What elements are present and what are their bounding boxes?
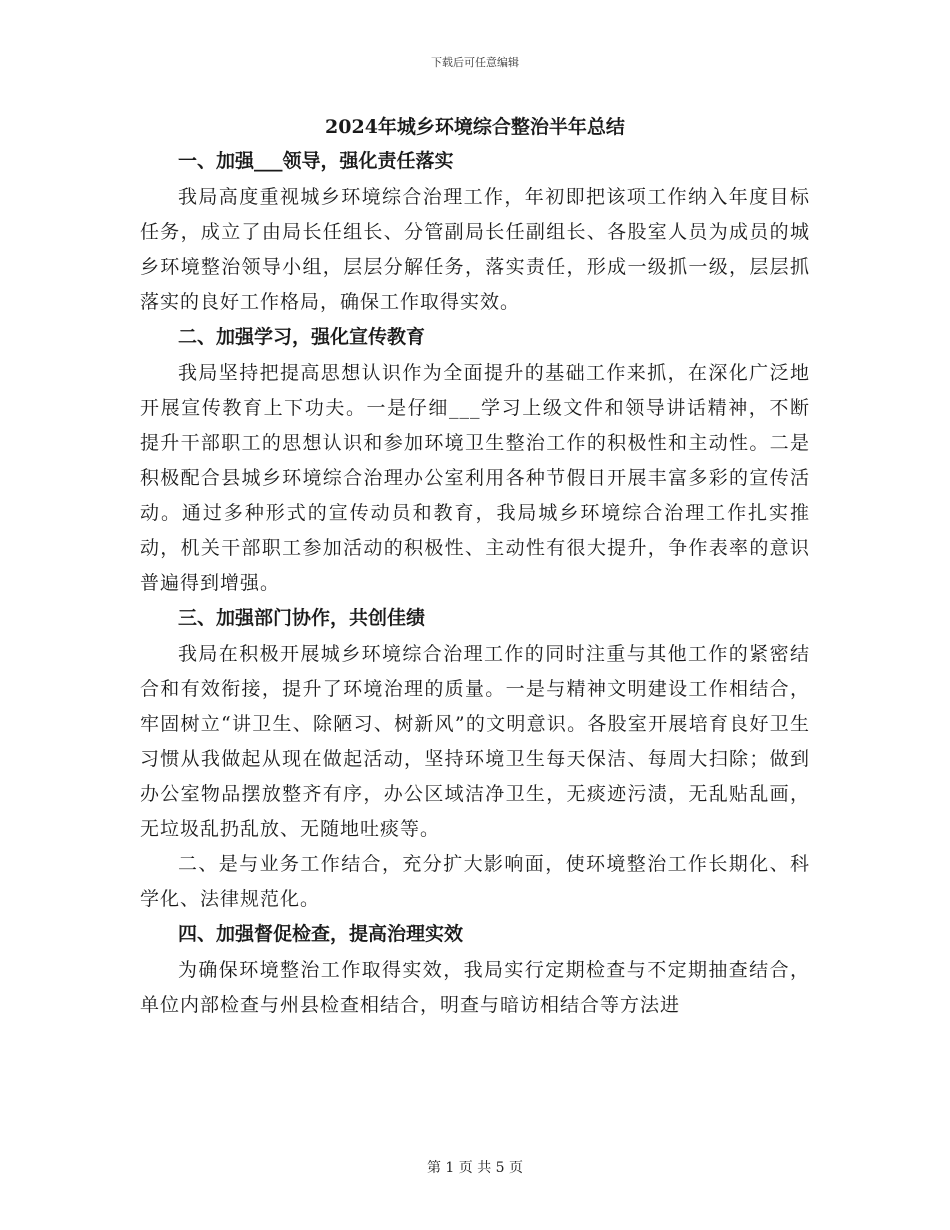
- paragraph: 我局坚持把提高思想认识作为全面提升的基础工作来抓，在深化广泛地开展宣传教育上下功夫。一是仔细___学习上级文件和领导讲话精神，不断提升干部职工的思想认识和参加环境卫生整治工作的积极性和主动性。二是积极配合县城乡环境综合治理办公室利用各种节假日开展丰富多彩的宣传活动。通过多种形式的宣传动员和教育，我局城乡环境综合治理工作扎实推动，机关干部职工参加活动的积极性、主动性有很大提升，争作表率的意识普遍得到增强。: [140, 362, 810, 594]
- section-1: [140, 144, 810, 320]
- paragraph: 我局高度重视城乡环境综合治理工作，年初即把该项工作纳入年度目标任务，成立了由局长任组长、分管副局长任副组长、各股室人员为成员的城乡环境整治领导小组，层层分解任务，落实责任，形成一级抓一级，层层抓落实的良好工作格局，确保工作取得实效。: [140, 186, 810, 313]
- header-note: 下载后可任意编辑: [431, 56, 519, 69]
- section-heading: 一、加强___领导，强化责任落实: [178, 150, 454, 172]
- section-4: [140, 917, 810, 1023]
- paragraph: 为确保环境整治工作取得实效，我局实行定期检查与不定期抽查结合，单位内部检查与州县检查相结合，明查与暗访相结合等方法进: [140, 959, 810, 1016]
- paragraph: 二、是与业务工作结合，充分扩大影响面，使环境整治工作长期化、科学化、法律规范化。: [140, 853, 810, 910]
- paragraph: 我局在积极开展城乡环境综合治理工作的同时注重与其他工作的紧密结合和有效衔接，提升了环境治理的质量。一是与精神文明建设工作相结合，牢固树立“讲卫生、除陋习、树新风”的文明意识。各股室开展培育良好卫生习惯从我做起从现在做起活动，坚持环境卫生每天保洁、每周大扫除；做到办公室物品摆放整齐有序，办公区域洁净卫生，无痰迹污渍，无乱贴乱画，无垃圾乱扔乱放、无随地吐痰等。: [140, 643, 810, 840]
- document-body: [140, 110, 810, 1023]
- document-title: 2024年城乡环境综合整治半年总结: [325, 116, 625, 138]
- section-2: [140, 320, 810, 601]
- section-3: [140, 601, 810, 917]
- section-heading: 四、加强督促检查，提高治理实效: [178, 923, 464, 945]
- section-heading: 二、加强学习，强化宣传教育: [178, 326, 426, 348]
- section-heading: 三、加强部门协作，共创佳绩: [178, 607, 426, 629]
- page-number: 第 1 页 共 5 页: [426, 1160, 524, 1176]
